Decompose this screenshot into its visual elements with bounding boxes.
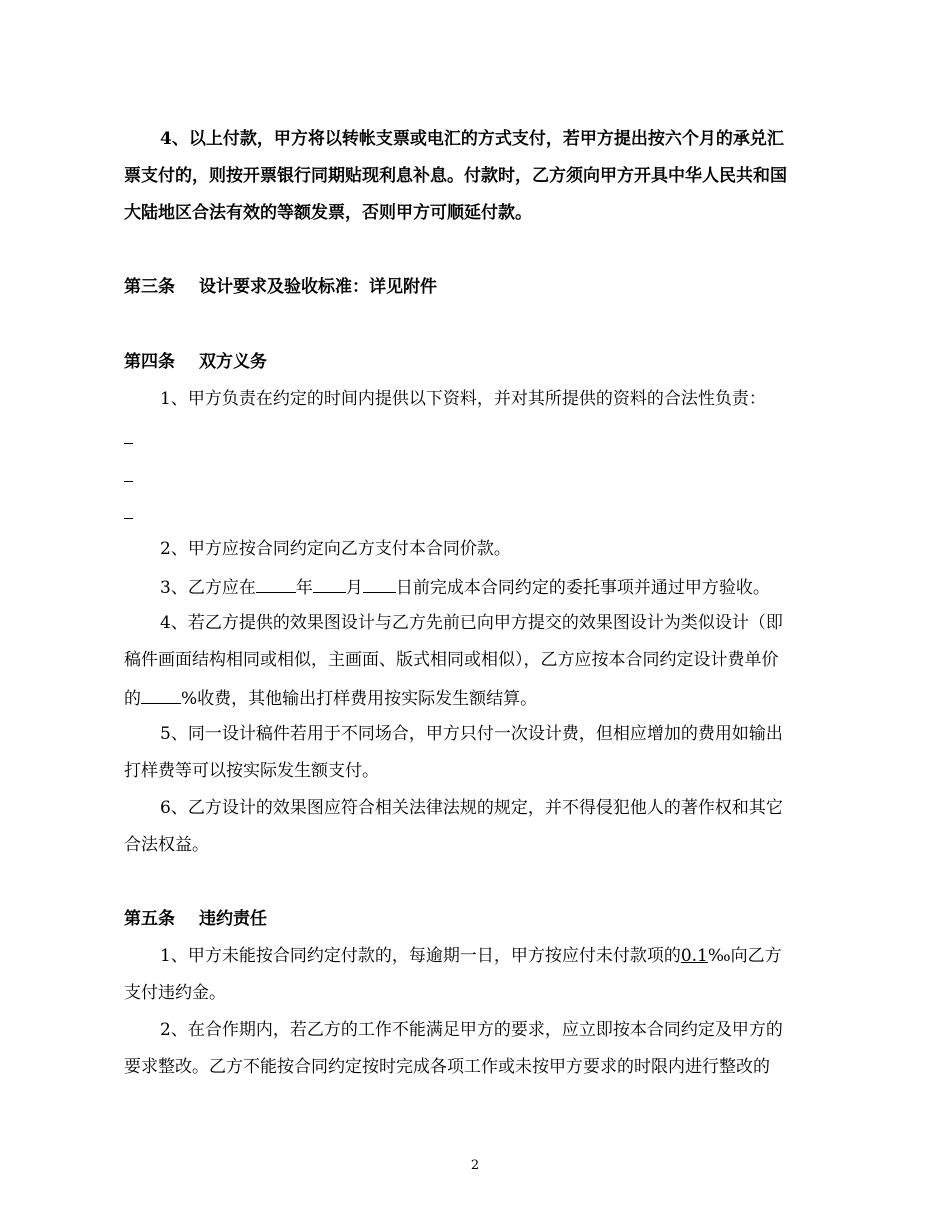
item4-text-a: 的 (124, 689, 141, 709)
clause4-item2: 2、甲方应按合同约定向乙方支付本合同价款。 (160, 539, 511, 559)
clause4-item3 (160, 575, 770, 599)
clause5-heading (124, 908, 267, 930)
month-blank (313, 575, 346, 593)
clause3-number: 第三条 (124, 277, 175, 297)
clause4-item6-line1: 6、乙方设计的效果图应符合相关法律法规的规定，并不得侵犯他人的著作权和其它 (160, 798, 783, 818)
clause5-item1-line2: 支付违约金。 (124, 983, 226, 1003)
clause5-item2-line2: 要求整改。乙方不能按合同约定按时完成各项工作或未按甲方要求的时限内进行整改的 (124, 1057, 770, 1077)
clause4-item4-line1: 4、若乙方提供的效果图设计与乙方先前已向甲方提交的效果图设计为类似设计（即 (160, 613, 783, 633)
blank-line-marker (124, 443, 133, 444)
clause4-item6-line2: 合法权益。 (124, 835, 209, 855)
clause4-item4-line2: 稿件画面结构相同或相似，主画面、版式相同或相似），乙方应按本合同约定设计费单价 (124, 650, 779, 670)
clause4-title: 双方义务 (199, 352, 267, 372)
clause5-item1-line1 (160, 945, 782, 967)
clause4-item5-line2: 打样费等可以按实际发生额支付。 (124, 761, 379, 781)
item1-text-a: 1、甲方未能按合同约定付款的，每逾期一日，甲方按应付未付款项的 (160, 946, 681, 966)
clause4-number: 第四条 (124, 352, 175, 372)
item3-year-label: 年 (295, 578, 313, 598)
penalty-rate: 0.1 (680, 946, 708, 966)
blank-line-marker (124, 518, 133, 519)
clause4-item1: 1、甲方负责在约定的时间内提供以下资料，并对其所提供的资料的合法性负责： (160, 389, 766, 409)
clause3-heading (124, 276, 437, 298)
blank-line-marker (124, 481, 133, 482)
item3-text-d: 日前完成本合同约定的委托事项并通过甲方验收。 (395, 578, 770, 598)
clause3-title: 设计要求及验收标准：详见附件 (199, 277, 437, 297)
page-number: 2 (470, 1158, 480, 1173)
clause2-item4-line1: 4、以上付款，甲方将以转帐支票或电汇的方式支付，若甲方提出按六个月的承兑汇 (160, 129, 784, 149)
clause5-number: 第五条 (124, 909, 175, 929)
item3-month-label: 月 (345, 578, 363, 598)
clause2-item4-line2: 票支付的，则按开票银行同期贴现利息补息。付款时，乙方须向甲方开具中华人民共和国 (124, 166, 787, 186)
clause4-item5-line1: 5、同一设计稿件若用于不同场合，甲方只付一次设计费，但相应增加的费用如输出 (160, 724, 783, 744)
item3-text-a: 3、乙方应在 (160, 578, 256, 598)
clause5-title: 违约责任 (199, 909, 267, 929)
year-blank (256, 575, 296, 593)
clause2-item4-line3: 大陆地区合法有效的等额发票，否则甲方可顺延付款。 (124, 203, 532, 223)
clause4-item4-line3 (124, 686, 537, 710)
item1-text-b: ‰向乙方 (707, 946, 782, 966)
day-blank (363, 575, 396, 593)
percent-blank (141, 686, 181, 704)
item4-text-b: %收费，其他输出打样费用按实际发生额结算。 (181, 689, 538, 709)
clause5-item2-line1: 2、在合作期内，若乙方的工作不能满足甲方的要求，应立即按本合同约定及甲方的 (160, 1020, 783, 1040)
clause4-heading (124, 351, 267, 373)
